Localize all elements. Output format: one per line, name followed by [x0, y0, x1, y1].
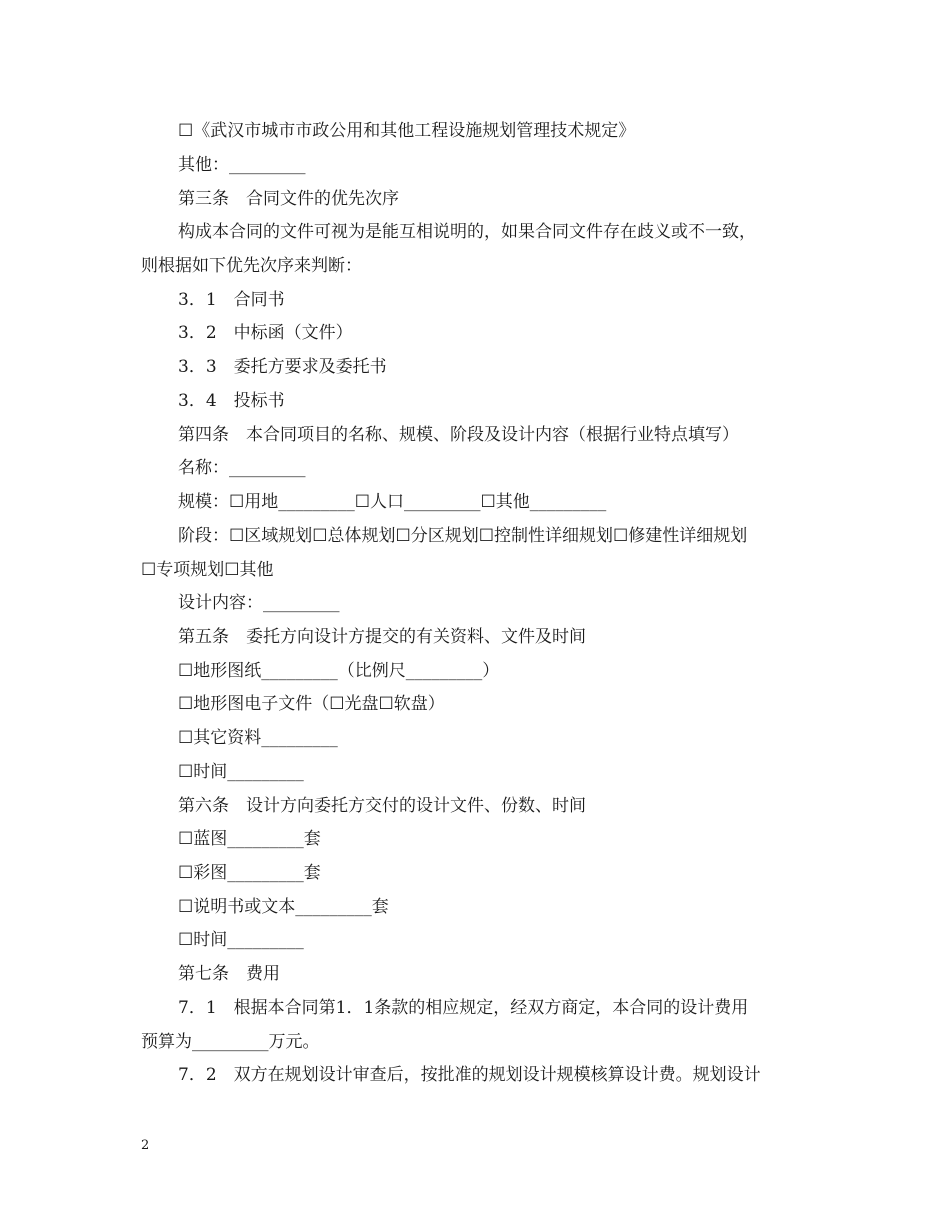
- text-line: 构成本合同的文件可视为是能互相说明的，如果合同文件存在歧义或不一致，: [178, 222, 756, 242]
- list-item: ☐时间_________: [178, 762, 304, 782]
- text-line: 设计内容：_________: [178, 593, 340, 613]
- list-item: ☐时间_________: [178, 930, 304, 950]
- section-heading: 第六条 设计方向委托方交付的设计文件、份数、时间: [178, 796, 586, 816]
- section-heading: 第四条 本合同项目的名称、规模、阶段及设计内容（根据行业特点填写）: [178, 425, 739, 445]
- list-item: 3．3 委托方要求及委托书: [178, 357, 387, 377]
- text-line: ☐《武汉市城市市政公用和其他工程设施规划管理技术规定》: [178, 121, 636, 141]
- list-item: ☐地形图纸_________（比例尺_________）: [178, 661, 500, 681]
- list-item: ☐蓝图_________套: [178, 829, 321, 849]
- text-line: 名称：_________: [178, 458, 306, 478]
- list-item: ☐地形图电子文件（☐光盘☐软盘）: [178, 694, 445, 714]
- text-line: ☐专项规划☐其他: [141, 560, 274, 580]
- text-line: 阶段：☐区域规划☐总体规划☐分区规划☐控制性详细规划☐修建性详细规划: [178, 526, 748, 546]
- section-heading: 第五条 委托方向设计方提交的有关资料、文件及时间: [178, 627, 586, 647]
- page-number: 2: [141, 1138, 150, 1153]
- text-line: 其他：_________: [178, 155, 306, 175]
- list-item: ☐说明书或文本_________套: [178, 897, 389, 917]
- list-item: 3．2 中标函（文件）: [178, 323, 353, 343]
- list-item: 3．1 合同书: [178, 290, 285, 310]
- text-line: 7．1 根据本合同第1．1条款的相应规定，经双方商定，本合同的设计费用: [178, 998, 749, 1018]
- list-item: ☐彩图_________套: [178, 863, 321, 883]
- text-line: 则根据如下优先次序来判断：: [141, 256, 362, 276]
- section-heading: 第三条 合同文件的优先次序: [178, 189, 399, 209]
- text-line: 规模：☐用地_________☐人口_________☐其他_________: [178, 492, 607, 512]
- text-line: 预算为_________万元。: [141, 1032, 320, 1052]
- list-item: 3．4 投标书: [178, 391, 285, 411]
- section-heading: 第七条 费用: [178, 964, 280, 984]
- text-line: 7．2 双方在规划设计审查后，按批准的规划设计规模核算设计费。规划设计: [178, 1065, 761, 1085]
- list-item: ☐其它资料_________: [178, 728, 338, 748]
